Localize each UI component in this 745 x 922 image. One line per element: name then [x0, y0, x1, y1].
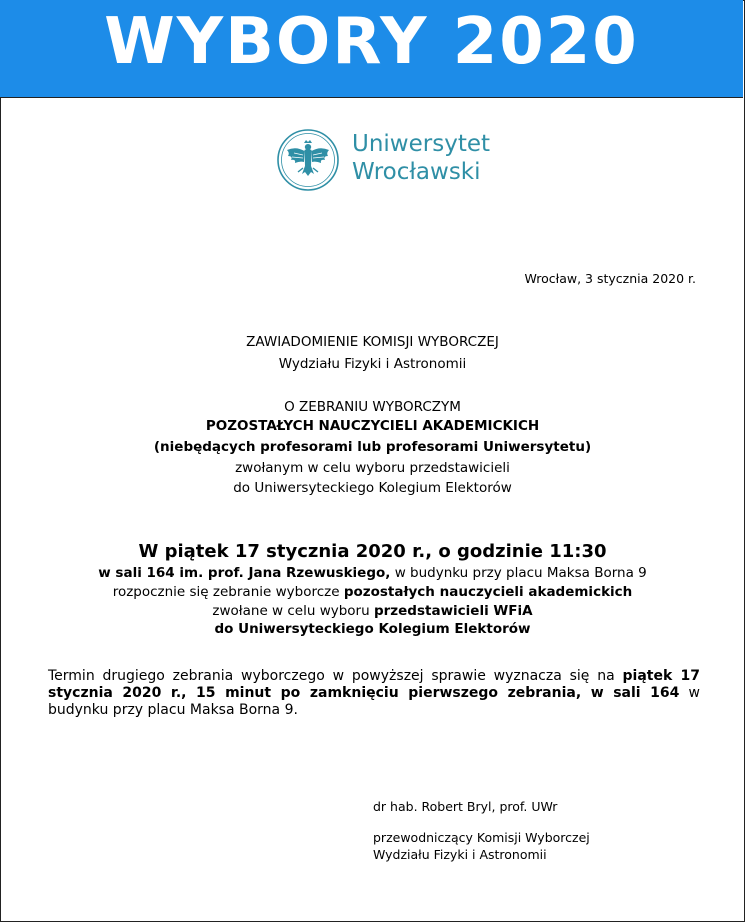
meeting-start — [0, 584, 745, 600]
meeting-goal-reps: przedstawicieli WFiA — [373, 603, 533, 619]
date-line: Wrocław, 3 stycznia 2020 r. — [524, 271, 696, 286]
faculty-name: Wydziału Fizyki i Astronomii — [278, 356, 467, 372]
meeting-location — [0, 565, 745, 581]
meeting-date-time: W piątek 17 stycznia 2020 r., o godzinie 11:30 — [138, 541, 607, 562]
meeting-building: w budynku przy placu Maksa Borna 9 — [390, 565, 647, 581]
meeting-group-note: (niebędących profesorami lub profesorami Uniwersytetu) — [153, 439, 592, 455]
university-name — [352, 130, 490, 186]
meeting-goal — [0, 603, 745, 619]
university-name-line1: Uniwersytet — [352, 131, 490, 157]
meeting-group: POZOSTAŁYCH NAUCZYCIELI AKADEMICKICH — [205, 418, 540, 434]
meeting-title: O ZEBRANIU WYBORCZYM — [284, 399, 461, 415]
signatory-faculty: Wydziału Fizyki i Astronomii — [373, 847, 547, 862]
university-logo — [276, 128, 506, 192]
meeting-goal-text: zwołane w celu wyboru — [212, 603, 374, 619]
meeting-college: do Uniwersyteckiego Kolegium Elektorów — [233, 480, 512, 496]
eagle-emblem-icon — [276, 128, 340, 192]
banner — [0, 0, 743, 98]
notice-title: ZAWIADOMIENIE KOMISJI WYBORCZEJ — [246, 334, 499, 350]
second-meeting-date: piątek 17 stycznia 2020 r., 15 minut po zamknięciu pierwszego zebrania, w sali 164 — [48, 668, 701, 701]
signatory-role: przewodniczący Komisji Wyborczej — [373, 830, 590, 845]
university-name-line2: Wrocławski — [352, 159, 481, 185]
meeting-purpose: zwołanym w celu wyboru przedstawicieli — [235, 460, 510, 476]
meeting-goal-college: do Uniwersyteckiego Kolegium Elektorów — [214, 621, 531, 637]
second-meeting-text: Termin drugiego zebrania wyborczego w powyższej sprawie wyznacza się na — [48, 668, 623, 684]
signatory-name: dr hab. Robert Bryl, prof. UWr — [373, 799, 558, 814]
meeting-room: w sali 164 im. prof. Jana Rzewuskiego, — [98, 565, 391, 581]
second-meeting-paragraph — [48, 668, 700, 719]
meeting-start-group: pozostałych nauczycieli akademickich — [343, 584, 633, 600]
meeting-start-text: rozpocznie się zebranie wyborcze — [112, 584, 344, 600]
second-meeting-place: w budynku przy placu Maksa Borna 9. — [48, 685, 700, 718]
banner-title: WYBORY 2020 — [104, 4, 639, 79]
